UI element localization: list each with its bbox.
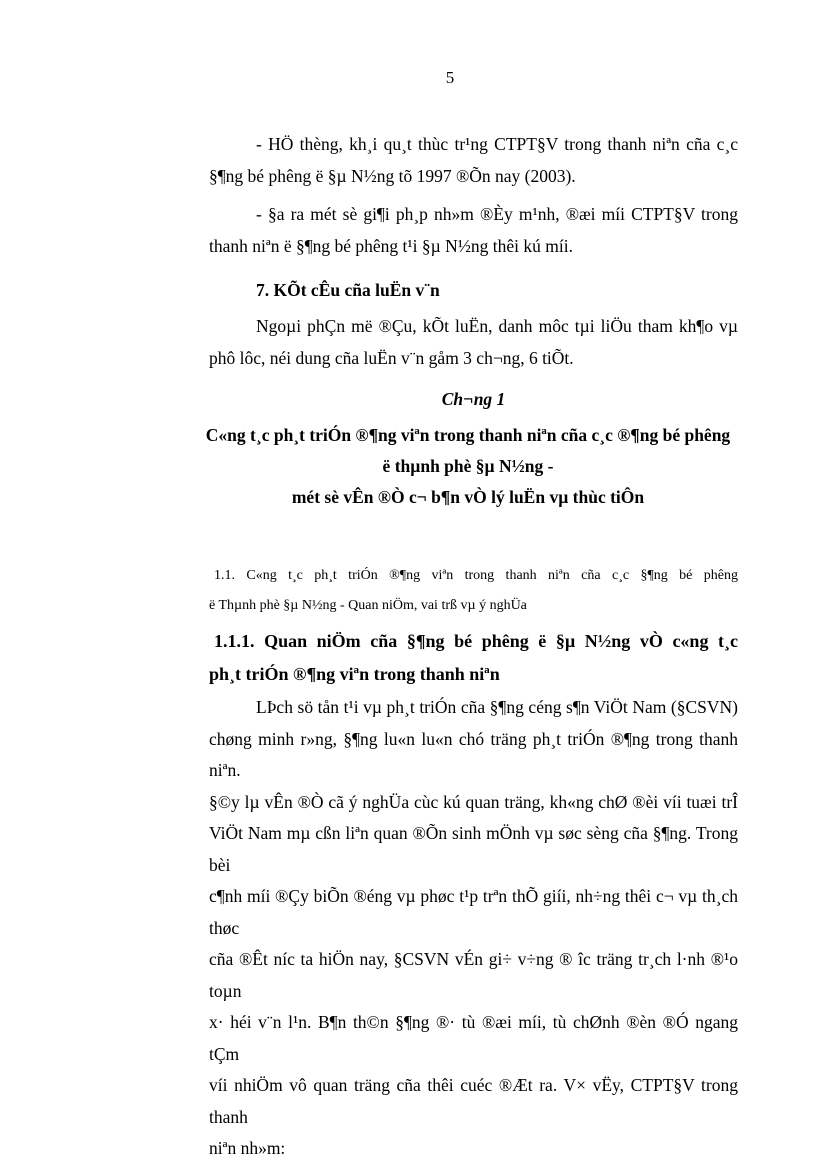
- page-number: 5: [445, 68, 455, 87]
- text-line: cña ®Êt níc ta hiÖn nay, §CSVN vÉn gi÷ v÷ng ® îc träng tr¸ch l·nh ®¹o toµn: [209, 949, 738, 1001]
- section-1-1-heading: [209, 561, 738, 621]
- text-line: ë Thµnh phè §µ N½ng - Quan niÖm, vai trß vµ ý nghÜa: [209, 598, 527, 613]
- text-line: víi nhiÖm vô quan träng cña thêi cuéc ®Æt ra. V× vËy, CTPT§V trong thanh: [209, 1075, 738, 1127]
- chapter-title-line: ë thµnh phè §µ N½ng -: [382, 456, 554, 476]
- text-line: Ngoµi phÇn më ®Çu, kÕt luËn, danh môc tµi liÖu tham kh¶o vµ: [256, 316, 738, 336]
- section-7-heading: 7. KÕt cÊu cña luËn v¨n: [256, 280, 440, 300]
- text-line: - §a ra mét sè gi¶i ph¸p nh»m ®Èy m¹nh, ®æi míi CTPT§V trong: [256, 204, 738, 224]
- objective-paragraph-1: [209, 128, 738, 192]
- body-paragraph: [209, 692, 738, 1165]
- chapter-title-line: C«ng t¸c ph¸t triÓn ®¶ng viªn trong thanh niªn cña c¸c ®¶ng bé phêng: [205, 425, 731, 445]
- text-line: LÞch sö tån t¹i vµ ph¸t triÓn cña §¶ng céng s¶n ViÖt Nam (§CSVN): [256, 697, 738, 717]
- text-line: c¶nh míi ®Çy biÕn ®éng vµ phøc t¹p trªn thÕ giíi, nh÷ng thêi c¬ vµ th¸ch thøc: [209, 886, 738, 938]
- text-line: §©y lµ vÊn ®Ò cã ý nghÜa cùc kú quan träng, kh«ng chØ ®èi víi tuæi trÎ: [209, 791, 738, 812]
- text-line: phô lôc, néi dung cña luËn v¨n gåm 3 ch¬ng, 6 tiÕt.: [209, 348, 574, 368]
- text-line: ViÖt Nam mµ cßn liªn quan ®Õn sinh mÖnh vµ søc sèng cña §¶ng. Trong bèi: [209, 823, 738, 875]
- text-line: chøng minh r»ng, §¶ng lu«n lu«n chó träng ph¸t triÓn ®¶ng trong thanh niªn.: [209, 728, 738, 780]
- text-line: ph¸t triÓn ®¶ng viªn trong thanh niªn: [209, 664, 500, 684]
- section-7-paragraph: [209, 310, 738, 374]
- objective-paragraph-2: [209, 198, 738, 262]
- text-line: x· héi v¨n l¹n. B¶n th©n §¶ng ®· tù ®æi míi, tù chØnh ®èn ®Ó ngang tÇm: [209, 1012, 738, 1064]
- text-line: niªn nh»m:: [209, 1138, 286, 1158]
- chapter-title-line: mét sè vÊn ®Ò c¬ b¶n vÒ lý luËn vµ thùc tiÔn: [291, 487, 645, 507]
- text-line: §¶ng bé phêng ë §µ N½ng tõ 1997 ®Õn nay (2003).: [209, 166, 576, 186]
- section-1-1-1-heading: [209, 625, 738, 691]
- chapter-title: [140, 420, 796, 513]
- text-line: - HÖ thèng, kh¸i qu¸t thùc tr¹ng CTPT§V trong thanh niªn cña c¸c: [256, 134, 738, 154]
- text-line: 1.1.1. Quan niÖm cña §¶ng bé phêng ë §µ N½ng vÒ c«ng t¸c: [214, 631, 738, 651]
- text-line: 1.1. C«ng t¸c ph¸t triÓn ®¶ng viªn trong thanh niªn cña c¸c §¶ng bé phêng: [214, 568, 738, 583]
- chapter-label: Ch¬ng 1: [441, 389, 506, 409]
- text-line: thanh niªn ë §¶ng bé phêng t¹i §µ N½ng thêi kú míi.: [209, 236, 573, 256]
